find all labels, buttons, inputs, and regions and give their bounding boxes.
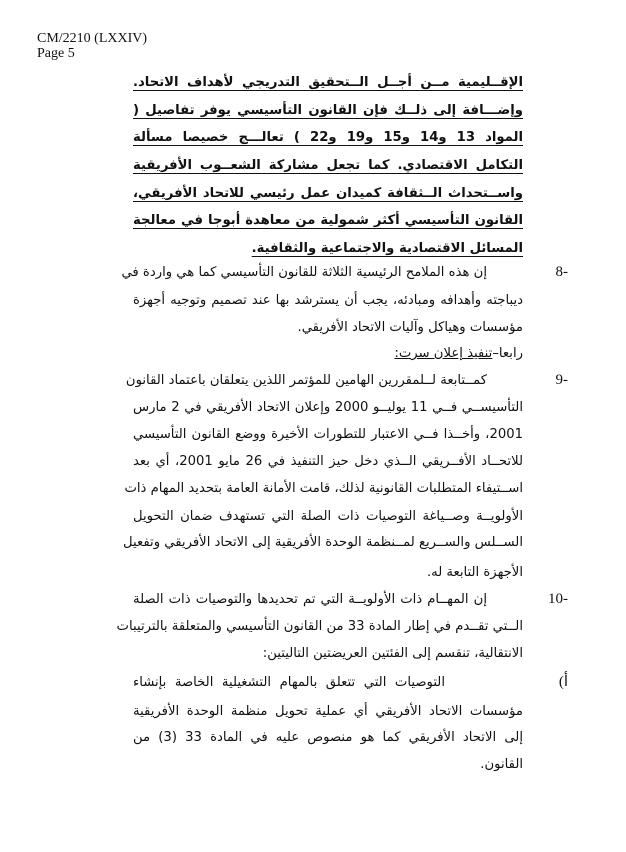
- item-marker: (أ: [558, 674, 568, 690]
- paragraph-line: اســتيفاء المتطلبات القانونية لذلك، قامت الأمانة العامة بتحديد المهام ذات: [124, 481, 523, 496]
- paragraph-line: إن المهــام ذات الأولويــة التي تم تحديدها والتوصيات ذات الصلة: [133, 592, 487, 607]
- paragraph-line: الانتقالية، تنقسم إلى الفئتين العريضتين التاليتين:: [262, 646, 523, 661]
- item-line: إلى الاتحاد الأفريقي كما هو منصوص عليه في المادة 33 (3) من: [133, 730, 523, 745]
- item-line: التوصيات التي تتعلق بالمهام التشغيلية الخاصة بإنشاء: [133, 675, 445, 690]
- paragraph-line: ديباجته وأهدافه ومبادئه، يجب أن يسترشد بها عند تصميم وتوجيه أجهزة: [133, 293, 523, 308]
- paragraph-line: التأسيســي فــي 11 يوليــو 2000 وإعلان الاتحاد الأفريقي في 2 مارس: [133, 400, 523, 415]
- bold-line: المواد 13 و14 و15 و19 و22 ) تعالـــج خصيصا مسألة: [133, 130, 523, 145]
- paragraph-number: 10-: [548, 591, 568, 607]
- bold-line: التكامل الاقتصادي. كما تجعل مشاركة الشعــوب الأفريقية: [133, 158, 523, 173]
- item-line: القانون.: [480, 757, 523, 772]
- bold-line: المسائل الاقتصادية والاجتماعية والثقافية.: [251, 241, 523, 256]
- bold-line: القانون التأسيسي أكثر شمولية من معاهدة أبوجا في معالجة: [133, 213, 523, 228]
- page-number: Page 5: [37, 46, 75, 61]
- paragraph-line: الــتي تقــدم في إطار المادة 33 من القانون التأسيسي والمتعلقة بالترتيبات: [116, 619, 523, 634]
- paragraph-line: الأجهزة التابعة له.: [426, 565, 523, 580]
- section-title: تنفيذ إعلان سرت:: [394, 346, 493, 361]
- bold-line: واســتحداث الــثقافة كميدان عمل رئيسي للاتحاد الأفريقي،: [133, 186, 523, 201]
- paragraph-number: 9-: [555, 372, 568, 388]
- section-prefix: رابعا–: [492, 346, 523, 361]
- item-line: مؤسسات الاتحاد الأفريقي أي عملية تحويل منظمة الوحدة الأفريقية: [133, 704, 523, 719]
- paragraph-line: 2001، وأخــذا فــي الاعتبار للتطورات الأخيرة ووضع القانون التأسيسي: [133, 427, 523, 442]
- paragraph-line: إن هذه الملامح الرئيسية الثلاثة للقانون التأسيسي كما هي واردة في: [121, 265, 487, 280]
- document-reference: CM/2210 (LXXIV): [37, 31, 148, 46]
- paragraph-line: الأولويــة وصــياغة التوصيات ذات الصلة التي تستهدف ضمان التحويل: [133, 509, 523, 524]
- paragraph-line: الســلس والســريع لمــنظمة الوحدة الأفريقية إلى الاتحاد الأفريقي وتفعيل: [123, 535, 523, 550]
- paragraph-number: 8-: [555, 264, 568, 280]
- bold-line: وإضـــافة إلى ذلــك فإن القانون التأسيسي يوفر تفاصيل (: [133, 103, 523, 118]
- paragraph-line: للاتحــاد الأفــريقي الــذي دخل حيز التنفيذ في 26 مايو 2001، أي بعد: [133, 454, 523, 469]
- paragraph-line: مؤسسات وهياكل وآليات الاتحاد الأفريقي.: [297, 320, 523, 335]
- paragraph-line: كمــتابعة لــلمقررين الهامين للمؤتمر اللذين يتعلقان باعتماد القانون: [125, 373, 487, 388]
- bold-line: الإقــليمية مــن أجــل الــتحقيق التدريجي لأهداف الاتحاد.: [133, 75, 523, 90]
- section-heading: [133, 340, 523, 367]
